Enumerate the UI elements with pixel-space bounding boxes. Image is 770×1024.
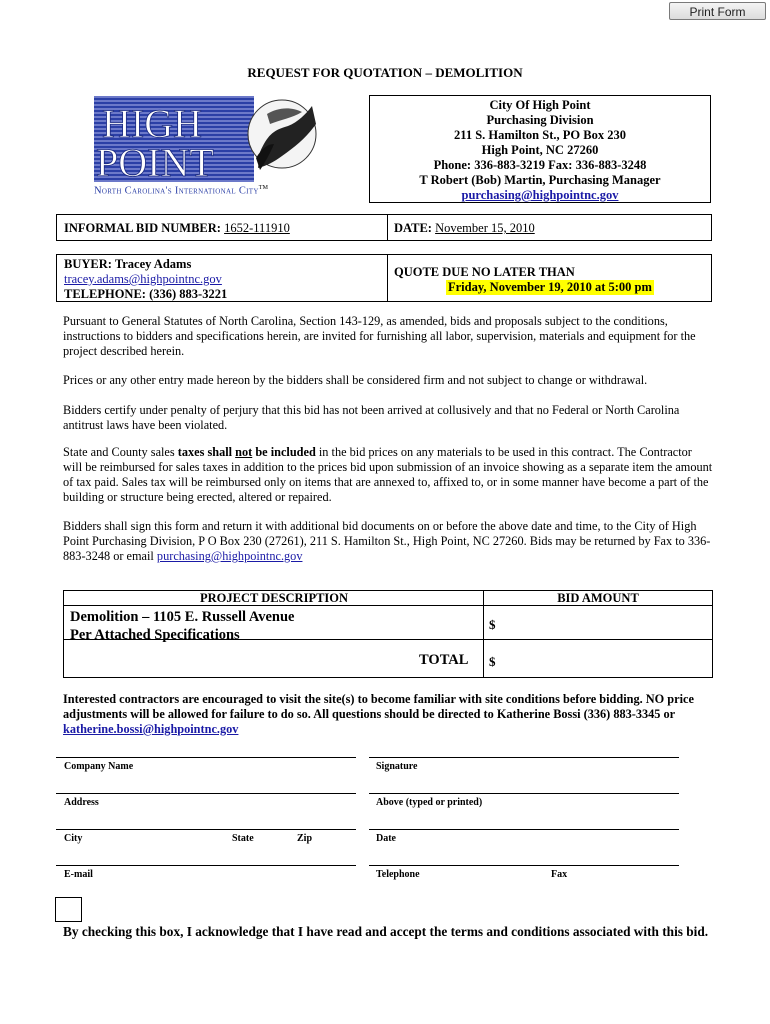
sales-tax-paragraph: State and County sales taxes shall not be included in the bid prices on any materials to be used in this contract. The Contractor will be reimbursed for sales taxes in addition to the prices bid upon submission of an invoice showing as a separate item the amount of tax paid. Sales tax will be reimbursed only on items that are annexed to, affixed to, or in some manner have become a part of the building or structure being erected, altered or repaired. (63, 445, 713, 504)
firm-prices-paragraph: Prices or any other entry made hereon by the bidders shall be considered firm and not subject to change or withdrawal. (63, 373, 648, 387)
site-visit-notice: Interested contractors are encouraged to visit the site(s) to become familiar with site conditions before bidding. NO price adjustments will be allowed for failure to do so. All questions should be directed to Katherine Bossi (336) 883-3345 or katherine.bossi@highpointnc.gov (63, 692, 694, 736)
address-label: Address (64, 797, 99, 808)
printed-name-line[interactable] (369, 793, 679, 794)
state-label: State (232, 833, 254, 844)
bid-amount-field[interactable]: $ (489, 617, 496, 632)
bid-date-value: November 15, 2010 (435, 221, 535, 235)
org-email-link[interactable]: purchasing@highpointnc.gov (461, 188, 619, 202)
bid-number-label: INFORMAL BID NUMBER: (64, 221, 221, 235)
quote-due-datetime: Friday, November 19, 2010 at 5:00 pm (448, 280, 652, 294)
col-project-description: PROJECT DESCRIPTION (199, 591, 349, 605)
address-line[interactable] (56, 793, 356, 794)
date-label: Date (376, 833, 396, 844)
quote-due-label: QUOTE DUE NO LATER THAN (394, 265, 575, 279)
org-division: Purchasing Division (486, 113, 594, 127)
org-phone-fax: Phone: 336-883-3219 Fax: 336-883-3248 (433, 158, 647, 172)
contact-email-link[interactable]: katherine.bossi@highpointnc.gov (63, 722, 239, 736)
company-name-line[interactable] (56, 757, 356, 758)
buyer-row (56, 254, 712, 302)
bid-date-label: DATE: (394, 221, 432, 235)
acknowledge-checkbox[interactable] (55, 897, 82, 922)
org-manager: T Robert (Bob) Martin, Purchasing Manager (419, 173, 661, 187)
buyer-email-link[interactable]: tracey.adams@highpointnc.gov (64, 272, 222, 286)
trademark-mark: TM (258, 185, 269, 191)
bid-number-row (56, 214, 712, 241)
telephone-label: Telephone (376, 869, 420, 880)
document-title: REQUEST FOR QUOTATION – DEMOLITION (247, 65, 523, 80)
date-line[interactable] (369, 829, 679, 830)
zip-label: Zip (297, 833, 313, 844)
signature-label: Signature (376, 761, 418, 772)
fax-label: Fax (551, 869, 568, 880)
total-label: TOTAL (419, 652, 469, 668)
statute-paragraph: Pursuant to General Statutes of North Carolina, Section 143-129, as amended, bids and proposals subject to the conditions, instructions to bidders and specifications herein, are invited for furnishing all labor, supervision, materials and equipment for the project described herein. (63, 314, 696, 358)
total-amount-field[interactable]: $ (489, 654, 496, 669)
telephone-fax-line[interactable] (369, 865, 679, 866)
col-bid-amount: BID AMOUNT (557, 591, 639, 605)
project-table (63, 590, 713, 678)
purchasing-email-link[interactable]: purchasing@highpointnc.gov (156, 549, 303, 563)
print-form-button[interactable]: Print Form (669, 2, 766, 20)
company-name-label: Company Name (64, 761, 134, 772)
project-spec-note: Per Attached Specifications (70, 627, 240, 643)
svg-text:HIGH: HIGH (102, 101, 202, 146)
acknowledge-text: By checking this box, I acknowledge that I have read and accept the terms and conditions associated with this bid. (63, 924, 709, 939)
return-instructions-paragraph: Bidders shall sign this form and return it with additional bid documents on or before the above date and time, to the City of High Point Purchasing Division, P O Box 230 (27261), 211 S. Hamilton St., High Point, NC 27260. Bids may be returned by Fax to 336-883-3248 or email purchasing@highpointnc.gov (63, 519, 711, 563)
city-label: City (64, 833, 83, 844)
project-title: Demolition – 1105 E. Russell Avenue (70, 609, 295, 625)
logo-tagline: North Carolina's International City (94, 185, 259, 197)
org-address-line1: 211 S. Hamilton St., PO Box 230 (454, 128, 626, 142)
buyer-telephone: TELEPHONE: (336) 883-3221 (64, 287, 228, 301)
high-point-logo (92, 94, 322, 204)
svg-text:POINT: POINT (96, 140, 214, 185)
city-state-zip-line[interactable] (56, 829, 356, 830)
perjury-paragraph: Bidders certify under penalty of perjury that this bid has not been arrived at collusively and that no Federal or North Carolina antitrust laws have been violated. (63, 403, 680, 432)
organization-info-box (369, 95, 711, 203)
buyer-name: BUYER: Tracey Adams (64, 257, 192, 271)
bid-number-value: 1652-111910 (224, 221, 290, 235)
org-name: City Of High Point (489, 98, 591, 112)
signature-line[interactable] (369, 757, 679, 758)
printed-name-label: Above (typed or printed) (376, 797, 483, 808)
org-address-line2: High Point, NC 27260 (481, 143, 599, 157)
email-line[interactable] (56, 865, 356, 866)
email-label: E-mail (64, 869, 93, 880)
